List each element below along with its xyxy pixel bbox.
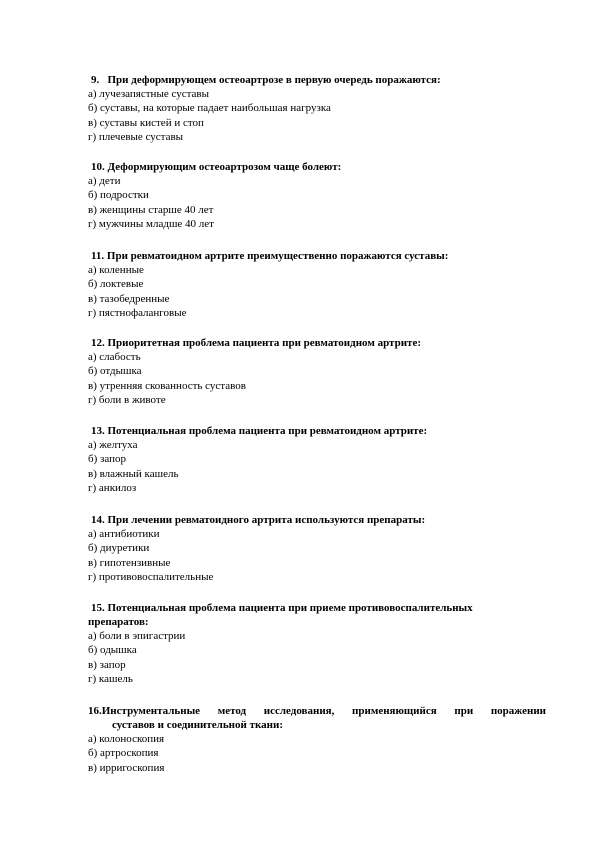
answer-option: а) слабость	[88, 351, 141, 363]
question-title	[88, 601, 548, 615]
answer-option: а) коленные	[88, 264, 144, 276]
answer-option: б) одышка	[88, 644, 137, 657]
question-text: Потенциальная проблема пациента при приеме противовоспалительных	[107, 602, 473, 614]
question-9	[88, 73, 548, 145]
answer-option: в) запор	[88, 658, 126, 671]
question-10	[88, 160, 548, 232]
answer-option: в) тазобедренные	[88, 292, 170, 305]
answer-option: в) гипотензивные	[88, 556, 171, 569]
answer-option: б) суставы, на которые падает наибольшая нагрузка	[88, 102, 331, 115]
question-number: 11.	[91, 250, 105, 262]
answer-option: г) пястнофаланговые	[88, 307, 187, 320]
answer-option: а) дети	[88, 175, 121, 187]
question-number: 14.	[91, 514, 105, 526]
answer-option: б) артроскопия	[88, 747, 159, 760]
question-16	[88, 704, 548, 775]
answer-option: а) колоноскопия	[88, 733, 165, 745]
question-number: 9.	[91, 74, 100, 86]
question-15	[88, 601, 548, 687]
question-number: 15.	[91, 602, 105, 614]
question-number: 12.	[91, 337, 105, 349]
question-text: Приоритетная проблема пациента при ревматоидном артрите:	[107, 337, 421, 349]
answer-option: в) утренняя скованность суставов	[88, 379, 246, 392]
question-text: Инструментальные метод исследования, применяющийся при поражении	[101, 705, 546, 717]
answer-option: а) желтуха	[88, 439, 138, 451]
answer-option: б) отдышка	[88, 365, 142, 378]
question-13	[88, 424, 548, 496]
answer-option: а) боли в эпигастрии	[88, 630, 186, 642]
question-title	[88, 160, 548, 174]
answer-option: г) анкилоз	[88, 482, 137, 495]
answer-option: в) ирригоскопия	[88, 761, 165, 774]
question-number: 13.	[91, 425, 105, 437]
question-text: При деформирующем остеоартрозе в первую очередь поражаются:	[107, 74, 441, 86]
answer-option: а) антибиотики	[88, 528, 160, 540]
question-title-continuation: препаратов:	[88, 616, 149, 628]
question-title	[88, 704, 546, 718]
answer-option: г) плечевые суставы	[88, 131, 184, 144]
question-text: Деформирующим остеоартрозом чаще болеют:	[107, 161, 342, 173]
question-number: 10.	[91, 161, 105, 173]
question-text: При ревматоидном артрите преимущественно поражаются суставы:	[106, 250, 449, 262]
question-text: При лечении ревматоидного артрита используются препараты:	[107, 514, 426, 526]
question-title	[88, 513, 548, 527]
question-text: Потенциальная проблема пациента при ревматоидном артрите:	[107, 425, 428, 437]
answer-option: г) боли в животе	[88, 394, 166, 407]
question-12	[88, 336, 548, 408]
answer-option: в) женщины старше 40 лет	[88, 203, 214, 216]
answer-option: б) запор	[88, 453, 126, 466]
answer-option: г) кашель	[88, 673, 133, 686]
answer-option: в) суставы кистей и стоп	[88, 116, 204, 129]
answer-option: б) подростки	[88, 189, 149, 202]
answer-option: б) диуретики	[88, 542, 150, 555]
question-title	[88, 249, 548, 263]
answer-option: г) мужчины младше 40 лет	[88, 218, 214, 231]
question-11	[88, 249, 548, 321]
answer-option: г) противовоспалительные	[88, 571, 214, 584]
question-number: 16.	[88, 705, 102, 717]
question-title	[88, 424, 548, 438]
question-14	[88, 513, 548, 585]
question-title	[88, 336, 548, 350]
answer-option: б) локтевые	[88, 278, 144, 291]
question-title-continuation: суставов и соединительной ткани:	[112, 719, 283, 731]
answer-option: а) лучезапястные суставы	[88, 88, 209, 100]
question-title	[88, 73, 548, 87]
answer-option: в) влажный кашель	[88, 467, 179, 480]
